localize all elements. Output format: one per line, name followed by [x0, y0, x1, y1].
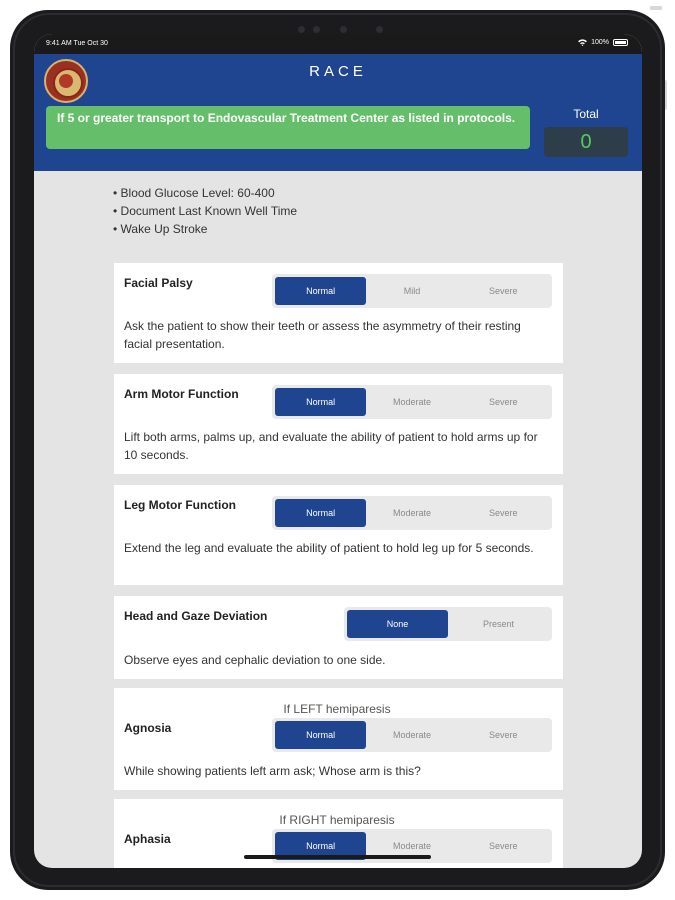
card-description: Observe eyes and cephalic deviation to one side. [124, 653, 386, 667]
condition-label: If LEFT hemiparesis [283, 702, 391, 716]
note-item: • Document Last Known Well Time [113, 204, 298, 218]
option-normal[interactable]: Normal [275, 277, 366, 305]
top-button [650, 6, 662, 10]
option-normal[interactable]: Normal [275, 388, 366, 416]
option-moderate[interactable]: Moderate [392, 397, 431, 407]
option-severe[interactable]: Severe [489, 730, 518, 740]
option-severe[interactable]: Severe [489, 508, 518, 518]
total-label: Total [573, 107, 599, 121]
option-moderate[interactable]: Moderate [392, 508, 431, 518]
card-title: Facial Palsy [124, 276, 193, 290]
card-description: While showing patients left arm ask; Whose arm is this? [124, 764, 421, 778]
card-title: Arm Motor Function [124, 387, 239, 401]
option-present[interactable]: Present [482, 619, 515, 629]
note-item: • Blood Glucose Level: 60-400 [113, 186, 275, 200]
battery-icon [613, 39, 628, 46]
wifi-icon [578, 39, 587, 46]
facial-palsy-selector [272, 274, 552, 308]
note-item: • Wake Up Stroke [113, 222, 208, 236]
camera-icon [313, 26, 320, 33]
page-title: RACE [309, 63, 367, 80]
notes-list [113, 184, 297, 238]
home-indicator[interactable] [244, 855, 431, 859]
card-description: Extend the leg and evaluate the ability of patient to hold leg up for 5 seconds. [124, 541, 534, 555]
card-facial-palsy [114, 263, 563, 363]
app-header [34, 54, 642, 171]
sensor-dot [340, 26, 347, 33]
option-moderate[interactable]: Moderate [392, 841, 431, 851]
leg-motor-selector [272, 496, 552, 530]
status-right [578, 39, 628, 46]
option-mild[interactable]: Mild [403, 286, 421, 296]
option-normal[interactable]: Normal [275, 832, 366, 860]
card-description: Lift both arms, palms up, and evaluate the ability of patient to hold arms up for 10 seconds. [124, 430, 538, 462]
head-gaze-selector [344, 607, 552, 641]
option-severe[interactable]: Severe [489, 841, 518, 851]
option-normal[interactable]: Normal [275, 499, 366, 527]
agnosia-selector [272, 718, 552, 752]
option-severe[interactable]: Severe [489, 397, 518, 407]
status-bar [34, 34, 642, 54]
total-score: 0 [544, 127, 628, 157]
option-normal[interactable]: Normal [275, 721, 366, 749]
card-leg-motor [114, 485, 563, 585]
card-title: Head and Gaze Deviation [124, 609, 268, 623]
battery-percent: 100% [591, 39, 609, 46]
option-severe[interactable]: Severe [489, 286, 518, 296]
card-title: Agnosia [124, 721, 172, 735]
card-head-gaze [114, 596, 563, 679]
card-title: Aphasia [124, 832, 171, 846]
arm-motor-selector [272, 385, 552, 419]
status-time: 9:41 AM Tue Oct 30 [46, 40, 108, 47]
transport-alert: If 5 or greater transport to Endovascular Treatment Center as listed in protocols. [46, 106, 530, 149]
card-description: Ask the patient to show their teeth or assess the asymmetry of their resting facial presentation. [124, 319, 521, 351]
card-agnosia [114, 688, 563, 790]
card-title: Leg Motor Function [124, 498, 236, 512]
card-arm-motor [114, 374, 563, 474]
option-moderate[interactable]: Moderate [392, 730, 431, 740]
sensor-dot [376, 26, 383, 33]
sensor-dot [298, 26, 305, 33]
condition-label: If RIGHT hemiparesis [279, 813, 395, 827]
app-screen [34, 34, 642, 868]
option-none[interactable]: None [347, 610, 448, 638]
